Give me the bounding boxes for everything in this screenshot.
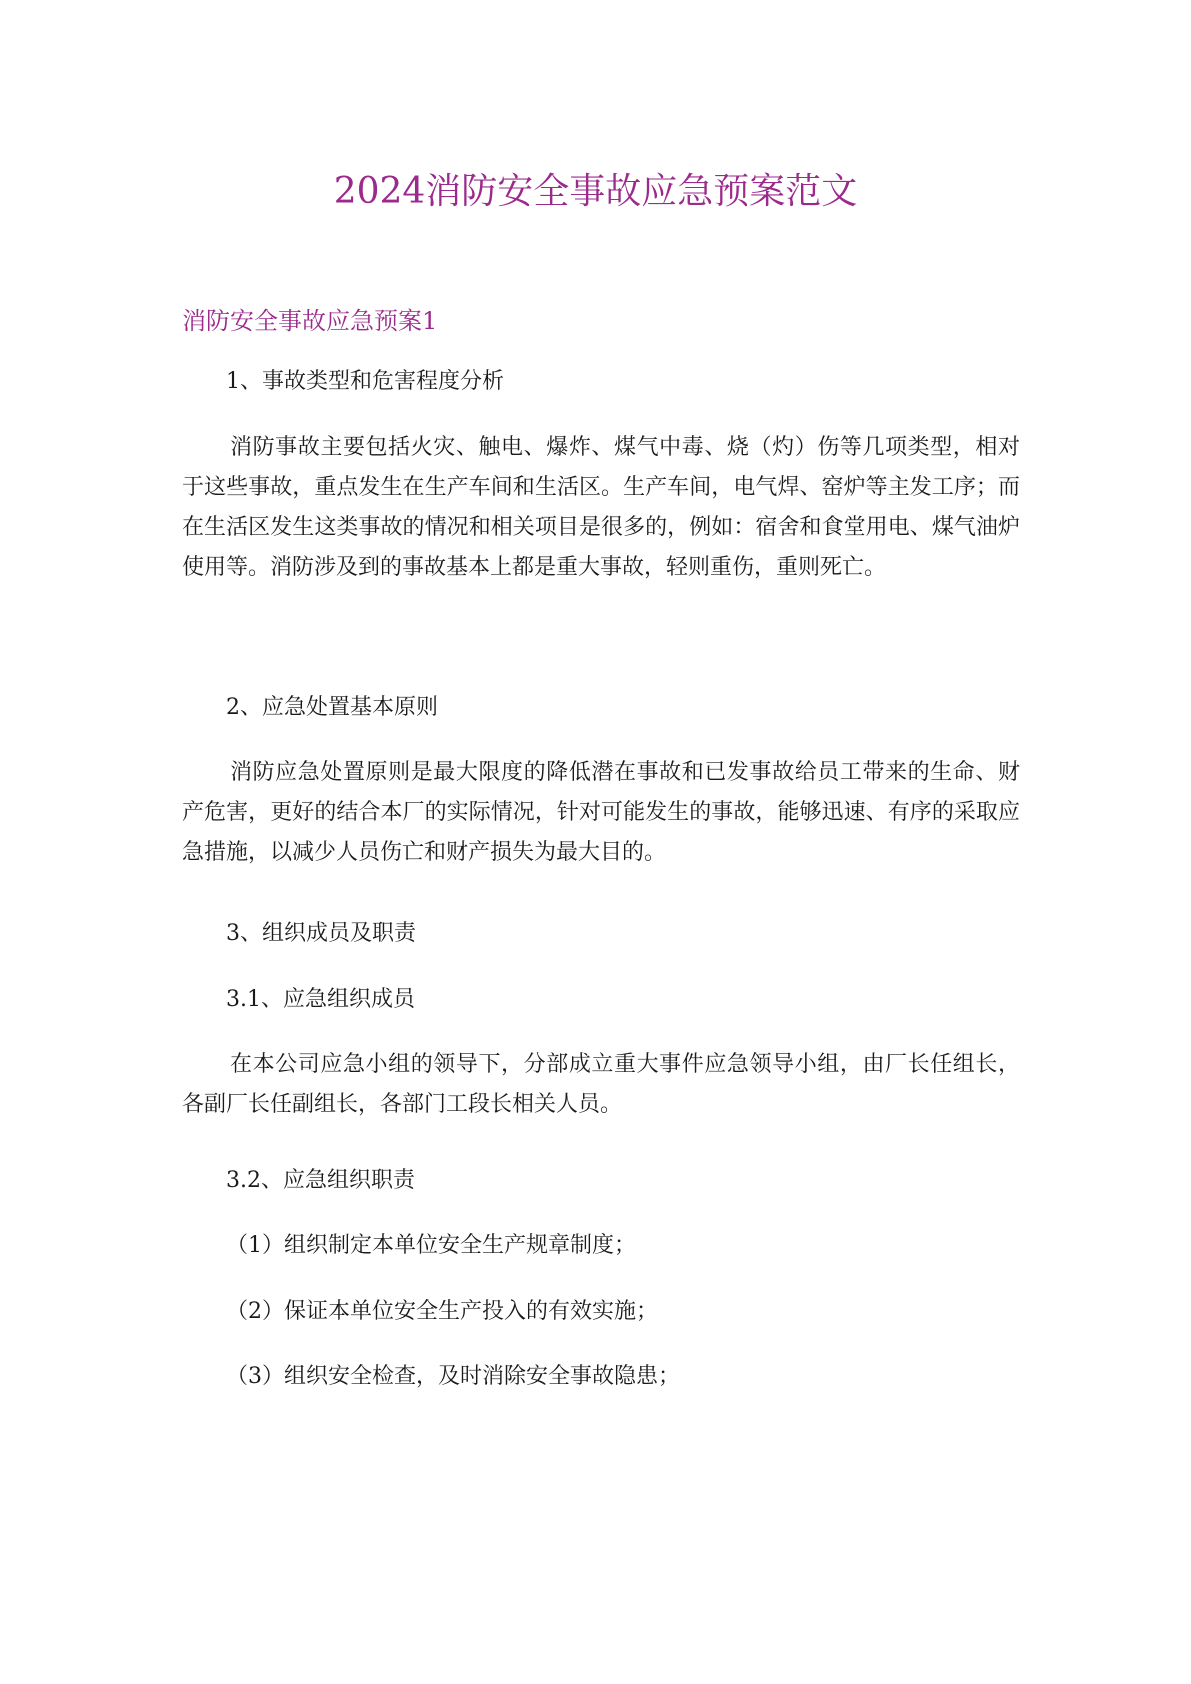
heading-duties: 3.2、应急组织职责 [226, 1168, 415, 1193]
paragraph-members: 在本公司应急小组的领导下，分部成立重大事件应急领导小组，由厂长任组长，各副厂长任副组长，各部门工段长相关人员。 [182, 1052, 1020, 1117]
heading-members: 3.1、应急组织成员 [226, 987, 415, 1012]
list-item-duty-2: （2）保证本单位安全生产投入的有效实施； [226, 1299, 658, 1324]
paragraph-accident-analysis: 消防事故主要包括火灾、触电、爆炸、煤气中毒、烧（灼）伤等几项类型，相对于这些事故，重点发生在生产车间和生活区。生产车间，电气焊、窑炉等主发工序；而在生活区发生这类事故的情况和相关项目是很多的，例如：宿舍和食堂用电、煤气油炉使用等。消防涉及到的事故基本上都是重大事故，轻则重伤，重则死亡。 [182, 435, 1020, 580]
list-item-duty-1: （1）组织制定本单位安全生产规章制度； [226, 1233, 636, 1258]
section-title: 消防安全事故应急预案1 [182, 307, 438, 335]
heading-accident-types: 1、事故类型和危害程度分析 [226, 369, 504, 394]
paragraph-principles: 消防应急处置原则是最大限度的降低潜在事故和已发事故给员工带来的生命、财产危害，更好的结合本厂的实际情况，针对可能发生的事故，能够迅速、有序的采取应急措施，以减少人员伤亡和财产损失为最大目的。 [182, 760, 1020, 865]
heading-principles: 2、应急处置基本原则 [226, 695, 438, 720]
document-title: 2024消防安全事故应急预案范文 [333, 171, 858, 212]
list-item-duty-3: （3）组织安全检查，及时消除安全事故隐患； [226, 1364, 680, 1389]
heading-organization: 3、组织成员及职责 [226, 921, 416, 946]
